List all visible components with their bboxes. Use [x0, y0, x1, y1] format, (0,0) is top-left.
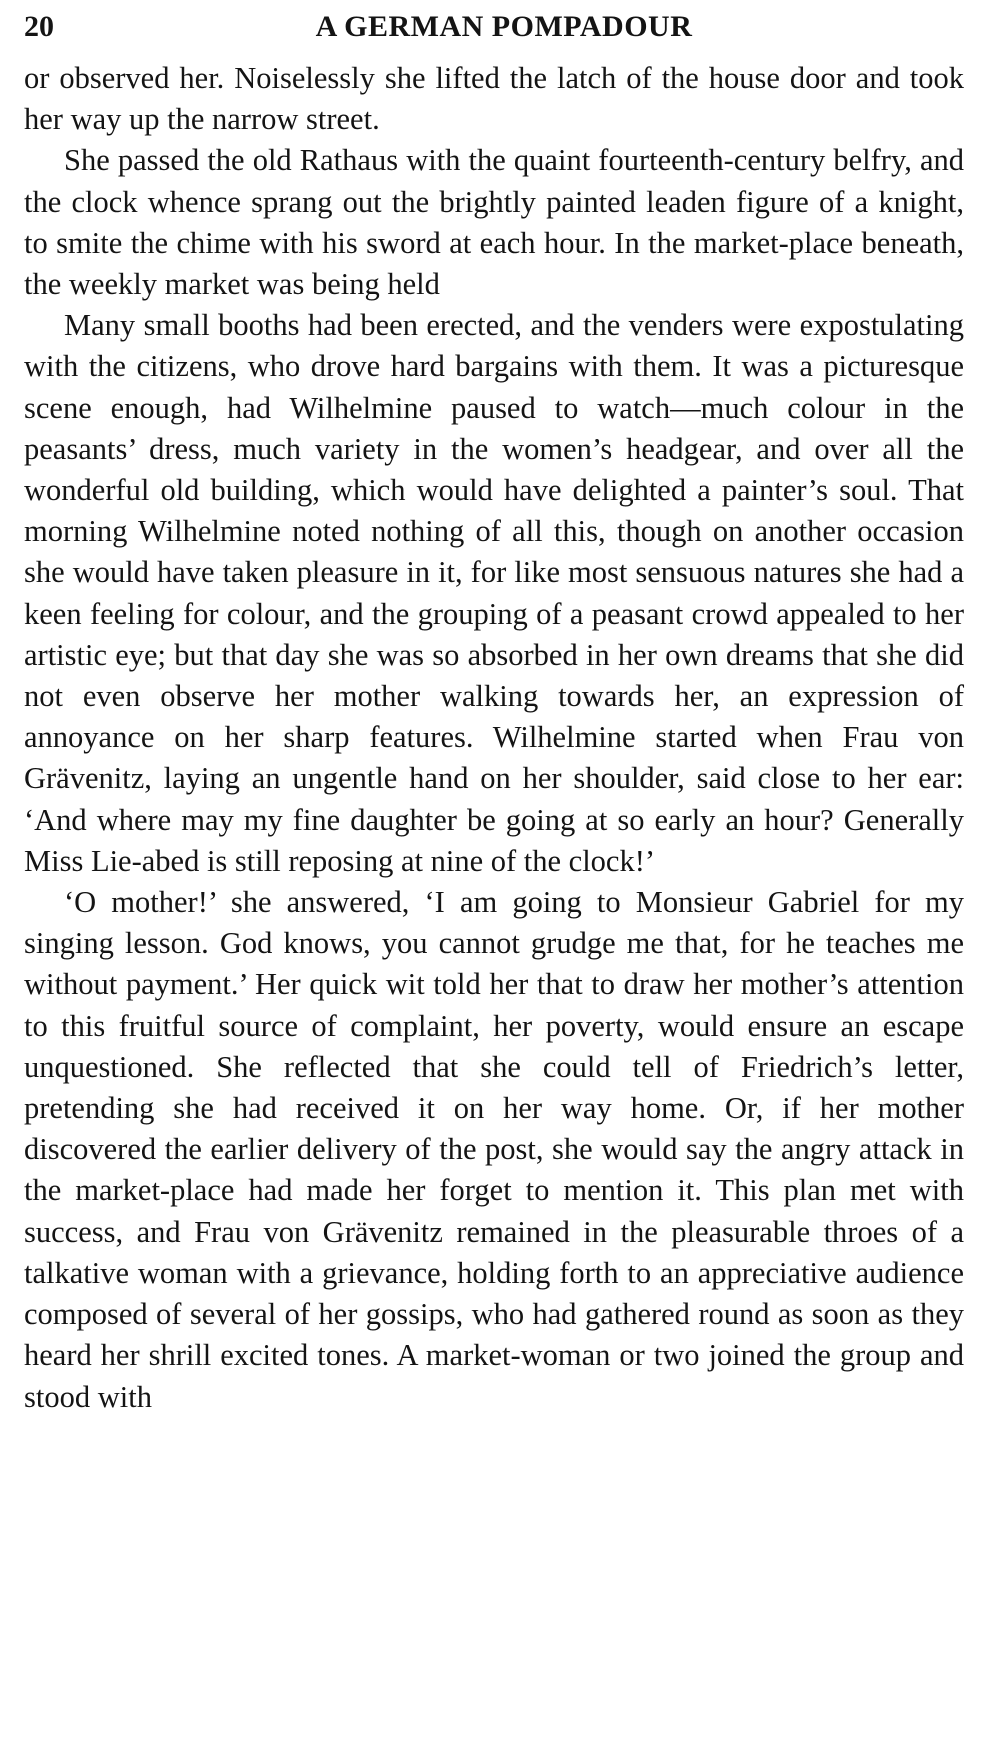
paragraph-4: ‘O mother!’ she answered, ‘I am going to Monsieur Gabriel for my singing lesson. God knows, you cannot grudge me that, for he teaches me without payment.’ Her quick wit told her that to draw her mother’s attention to this fruitful source of complaint, her poverty, would ensure an escape unquestioned. She reflected that she could tell of Friedrich’s letter, pretending she had received it on her way home. Or, if her mother discovered the earlier delivery of the post, she would say the angry attack in the market-place had made her forget to mention it. This plan met with success, and Frau von Grävenitz remained in the pleasurable throes of a talkative woman with a grievance, holding forth to an appreciative audience composed of several of her gossips, who had gathered round as soon as they heard her shrill excited tones. A market-woman or two joined the group and stood with: [24, 885, 964, 1414]
page-header: [24, 0, 964, 58]
paragraph-1: or observed her. Noiselessly she lifted the latch of the house door and took her way up the narrow street.: [24, 61, 964, 137]
running-title: A GERMAN POMPADOUR: [315, 10, 693, 43]
paragraph-2: She passed the old Rathaus with the quaint fourteenth-century belfry, and the clock whence sprang out the brightly painted leaden figure of a knight, to smite the chime with his sword at each hour. In the market-place beneath, the weekly market was being held: [24, 143, 964, 302]
body-text: [24, 58, 964, 1418]
book-page: [24, 0, 964, 1418]
page-number: 20: [24, 10, 54, 43]
paragraph-3: Many small booths had been erected, and the venders were expostulating with the citizens, who drove hard bargains with them. It was a picturesque scene enough, had Wilhelmine paused to watch—much colour in the peasants’ dress, much variety in the women’s headgear, and over all the wonderful old building, which would have delighted a painter’s soul. That morning Wilhelmine noted nothing of all this, though on another occasion she would have taken pleasure in it, for like most sensuous natures she had a keen feeling for colour, and the grouping of a peasant crowd appealed to her artistic eye; but that day she was so absorbed in her own dreams that she did not even observe her mother walking towards her, an expression of annoyance on her sharp features. Wilhelmine started when Frau von Grävenitz, laying an ungentle hand on her shoulder, said close to her ear: ‘And where may my fine daughter be going at so early an hour? Generally Miss Lie-abed is still reposing at nine of the clock!’: [24, 308, 964, 878]
